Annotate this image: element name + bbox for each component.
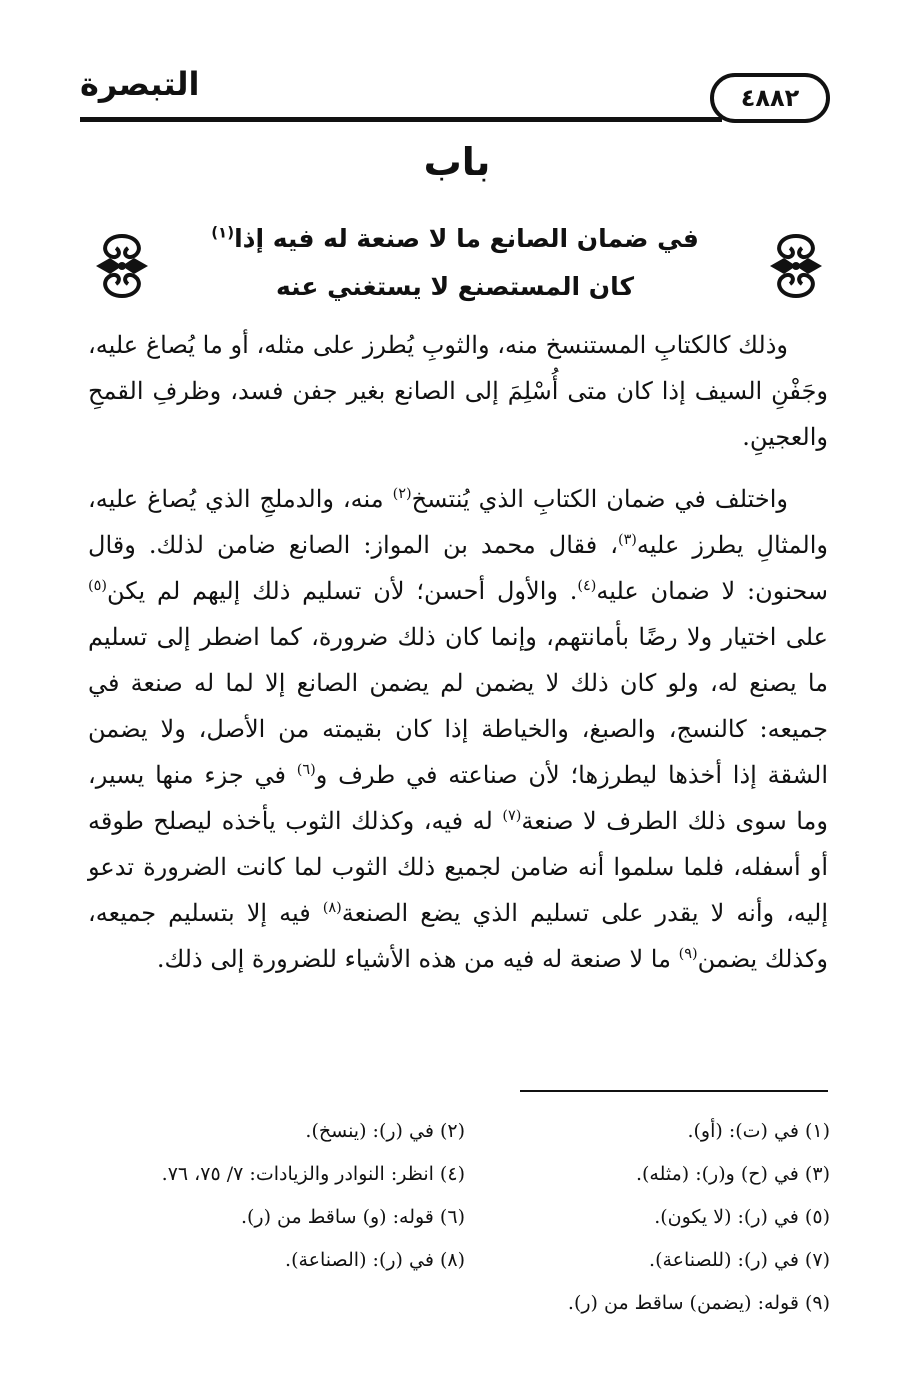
footnote-3: (٣) في (ح) و(ر): (مثله).	[635, 1163, 830, 1185]
para2-part-f: في جزء منها يسير، وما سوى ذلك الطرف لا صنعة	[88, 761, 829, 835]
footnote-7: (٧) في (ر): (للصناعة).	[649, 1249, 830, 1271]
footnote-ref-1: (١)	[211, 223, 235, 242]
running-title: التبصرة	[80, 65, 200, 103]
para2-part-e: على اختيار ولا رضًا بأمانتهم، وإنما كان ذلك ضرورة، كما اضطر إلى تسليم ما يصنع له، ولو كان ذلك لا يضمن لم يضمن الصانع إلا لما له صنعة في جميعه: كالنسج، والصبغ، والخياطة إذا كان بقيمته من الأصل، ولا يضمن الشقة إذا أخذها ليطرزها؛ لأن صناعته في طرف و	[88, 623, 828, 789]
footnote-1: (١) في (ت): (أو).	[687, 1120, 830, 1142]
header-rule	[80, 117, 722, 122]
page-header	[80, 55, 840, 125]
footnote-ref-9: (٩)	[678, 946, 698, 962]
para2-part-d: . والأول أحسن؛ لأن تسليم ذلك إليهم لم يكن	[106, 577, 578, 605]
chapter-subtitle-line-2: كان المستصنع لا يستغني عنه	[275, 272, 635, 301]
para2-part-b: منه، والدملجِ الذي يُصاغ عليه، والمثالِ يطرز عليه	[88, 485, 828, 559]
para2-part-c: ، فقال محمد بن المواز: الصانع ضامن لذلك. وقال سحنون: لا ضمان عليه	[88, 531, 829, 605]
para2-part-g: له فيه، وكذلك الثوب يأخذه ليصلح طوقه أو أسفله، فلما سلموا أنه ضامن لجميع ذلك الثوب لما كانت الضرورة تدعو إليه، وأنه لا يقدر على تسليم الذي يضع الصنعة	[88, 807, 828, 927]
footnote-ref-2: (٢)	[392, 486, 412, 502]
footnote-ref-6: (٦)	[296, 762, 316, 778]
ornament-left-icon	[86, 230, 158, 302]
chapter-subtitle-line-1	[170, 224, 740, 253]
body-text	[88, 322, 828, 982]
footnote-ref-3: (٣)	[617, 532, 637, 548]
footnote-9: (٩) قوله: (يضمن) ساقط من (ر).	[567, 1292, 830, 1314]
footnote-divider	[520, 1090, 828, 1092]
subtitle-text-1: في ضمان الصانع ما لا صنعة له فيه إذا	[234, 224, 699, 253]
footnote-row	[100, 1239, 830, 1282]
footnote-row	[100, 1153, 830, 1196]
footnote-ref-8: (٨)	[322, 900, 342, 916]
paragraph-1: وذلك كالكتابِ المستنسخ منه، والثوبِ يُطرز على مثله، أو ما يُصاغ عليه، وجَفْنِ السيف إذا كان متى أُسْلِمَ إلى الصانع بغير جفن فسد، وظرفِ القمحِ والعجينِ.	[88, 331, 828, 451]
footnote-row	[100, 1282, 830, 1325]
footnote-5: (٥) في (ر): (لا يكون).	[654, 1206, 830, 1228]
para2-part-i: ما لا صنعة له فيه من هذه الأشياء للضرورة إلى ذلك.	[156, 945, 679, 973]
footnote-2: (٢) في (ر): (ينسخ).	[305, 1120, 465, 1142]
footnote-ref-7: (٧)	[502, 808, 522, 824]
footnote-6: (٦) قوله: (و) ساقط من (ر).	[240, 1206, 465, 1228]
chapter-heading: باب	[423, 140, 491, 184]
footnote-ref-4: (٤)	[577, 578, 597, 594]
footnote-8: (٨) في (ر): (الصناعة).	[285, 1249, 465, 1271]
footnote-row	[100, 1110, 830, 1153]
footnote-row	[100, 1196, 830, 1239]
footnote-4: (٤) انظر: النوادر والزيادات: ٧/ ٧٥، ٧٦.	[161, 1163, 465, 1185]
page-number: ٤٨٨٢	[710, 73, 830, 123]
para2-part-a: واختلف في ضمان الكتابِ الذي يُنتسخ	[411, 485, 788, 513]
para2-part-h: فيه إلا بتسليم جميعه، وكذلك يضمن	[88, 899, 828, 973]
paragraph-2	[88, 476, 828, 982]
footnote-ref-5: (٥)	[88, 578, 107, 594]
ornament-right-icon	[760, 230, 832, 302]
footnotes	[100, 1110, 830, 1325]
